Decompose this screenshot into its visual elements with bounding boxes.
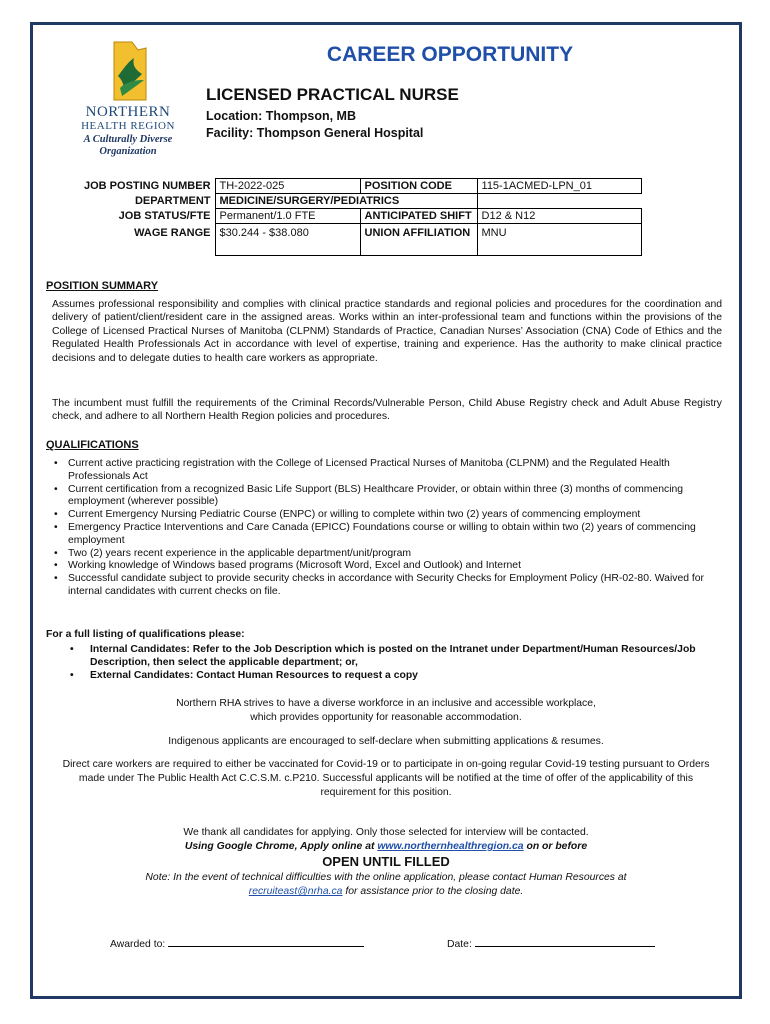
qualifications-list	[52, 458, 728, 599]
list-item: • Two (2) years recent experience in the applicable department/unit/program	[68, 548, 728, 561]
full-listing-heading: For a full listing of qualifications please:	[46, 629, 245, 640]
wage-label: WAGE RANGE	[80, 224, 215, 256]
wage-value: $30.244 - $38.080	[215, 224, 360, 256]
qualifications-heading: QUALIFICATIONS	[46, 439, 139, 451]
thanks-statement: We thank all candidates for applying. Only those selected for interview will be contacted.	[183, 827, 589, 838]
apply-website-link[interactable]: www.northernhealthregion.ca	[377, 841, 524, 852]
diversity-line2: which provides opportunity for reasonable accommodation.	[250, 712, 522, 723]
technical-note	[46, 871, 726, 899]
incumbent-requirements-text: The incumbent must fulfill the requirements of the Criminal Records/Vulnerable Person, Child Abuse Registry check and Adult Abuse Registry check, and adhere to all Northern Health Region policies and procedures.	[52, 398, 722, 423]
job-status-label: JOB STATUS/FTE	[80, 209, 215, 224]
list-item: • Current Emergency Nursing Pediatric Course (ENPC) or willing to complete within two (2) years of commencing employment	[68, 509, 728, 522]
job-posting-label: JOB POSTING NUMBER	[80, 179, 215, 194]
position-code-label: POSITION CODE	[360, 179, 477, 194]
indigenous-statement: Indigenous applicants are encouraged to self-declare when submitting applications & resumes.	[168, 736, 604, 747]
open-until-filled: OPEN UNTIL FILLED	[322, 854, 450, 869]
apply-suffix: on or before	[523, 841, 588, 852]
location: Location: Thompson, MB	[206, 109, 356, 123]
list-item: • Successful candidate subject to provide security checks in accordance with Security Checks for Employment Policy (HR-02-80. Waived for internal candidates with current checks on file.	[68, 573, 728, 599]
position-code-value: 115-1ACMED-LPN_01	[477, 179, 641, 194]
recruit-email-link[interactable]: recruiteast@nrha.ca	[248, 886, 343, 897]
diversity-statement	[46, 697, 726, 725]
department-value: MEDICINE/SURGERY/PEDIATRICS	[215, 194, 477, 209]
tagline-line1: A Culturally Diverse	[83, 134, 173, 145]
date-line	[475, 936, 655, 947]
note-line1: Note: In the event of technical difficulties with the online application, please contact Human Resources at	[145, 872, 627, 883]
list-item: • External Candidates: Contact Human Resources to request a copy	[90, 669, 730, 682]
date-field	[447, 936, 655, 950]
career-heading: CAREER OPPORTUNITY	[326, 43, 574, 66]
list-item: • Internal Candidates: Refer to the Job Description which is posted on the Intranet under Department/Human Resources/Job Description, then select the applicable department; or,	[90, 643, 730, 669]
facility: Facility: Thompson General Hospital	[206, 126, 424, 140]
union-value: MNU	[477, 224, 641, 256]
job-status-value: Permanent/1.0 FTE	[215, 209, 360, 224]
list-item: • Current active practicing registration with the College of Licensed Practical Nurses of Manitoba (CLPNM) and the Regulated Health Professionals Act	[68, 458, 728, 484]
manitoba-map-icon	[110, 40, 150, 102]
list-item: • Emergency Practice Interventions and Care Canada (EPICC) Foundations course or willing to obtain within two (2) years of commencing employment	[68, 522, 728, 548]
date-label: Date:	[447, 939, 472, 950]
org-name-line1: NORTHERN	[85, 104, 171, 120]
shift-label: ANTICIPATED SHIFT	[360, 209, 477, 224]
position-summary-heading: POSITION SUMMARY	[46, 280, 159, 292]
list-item: • Working knowledge of Windows based programs (Microsoft Word, Excel and Outlook) and Internet	[68, 560, 728, 573]
note-suffix: for assistance prior to the closing date.	[342, 886, 524, 897]
apply-line	[46, 840, 726, 854]
org-name-line2: HEALTH REGION	[81, 120, 175, 132]
position-summary-text: Assumes professional responsibility and complies with clinical practice standards and regional policies and procedures for the coordination and delivery of patient/client/resident care in the assigned areas. Works within an inter-professional team and functions within the provisions of the College of Licensed Practical Nurses of Manitoba (CLPNM) Standards of Practice, Canadian Nurses’ Association (CNA) Code of Ethics and the Regulated Health Professionals Act in accordance with level of expertise, training and experience. Has the authority to make clinical practice decisions and to delegate duties to health care workers as appropriate.	[52, 299, 722, 364]
department-label: DEPARTMENT	[80, 194, 215, 209]
full-listing-list	[90, 643, 730, 682]
awarded-label: Awarded to:	[110, 939, 166, 950]
tagline-line2: Organization	[99, 146, 157, 157]
union-label: UNION AFFILIATION	[360, 224, 477, 256]
job-posting-value: TH-2022-025	[215, 179, 360, 194]
awarded-to-field	[110, 936, 364, 950]
awarded-line	[168, 936, 364, 947]
job-title: LICENSED PRACTICAL NURSE	[206, 85, 459, 104]
job-info-table	[80, 178, 642, 256]
covid-statement: Direct care workers are required to either be vaccinated for Covid-19 or to participate in on-going regular Covid-19 testing pursuant to Orders made under The Public Health Act C.C.S.M. c.P210. Successful applicants will be notified at the time of offer of the applicability of this requirement for this position.	[62, 759, 710, 798]
diversity-line1: Northern RHA strives to have a diverse workforce in an inclusive and accessible workplace,	[176, 698, 596, 709]
northern-health-region-logo	[58, 40, 198, 160]
shift-value: D12 & N12	[477, 209, 641, 224]
apply-prefix: Using Google Chrome, Apply online at	[184, 841, 378, 852]
list-item: • Current certification from a recognized Basic Life Support (BLS) Healthcare Provider, or obtain within three (3) months of commencing employment (wherever possible)	[68, 484, 728, 510]
